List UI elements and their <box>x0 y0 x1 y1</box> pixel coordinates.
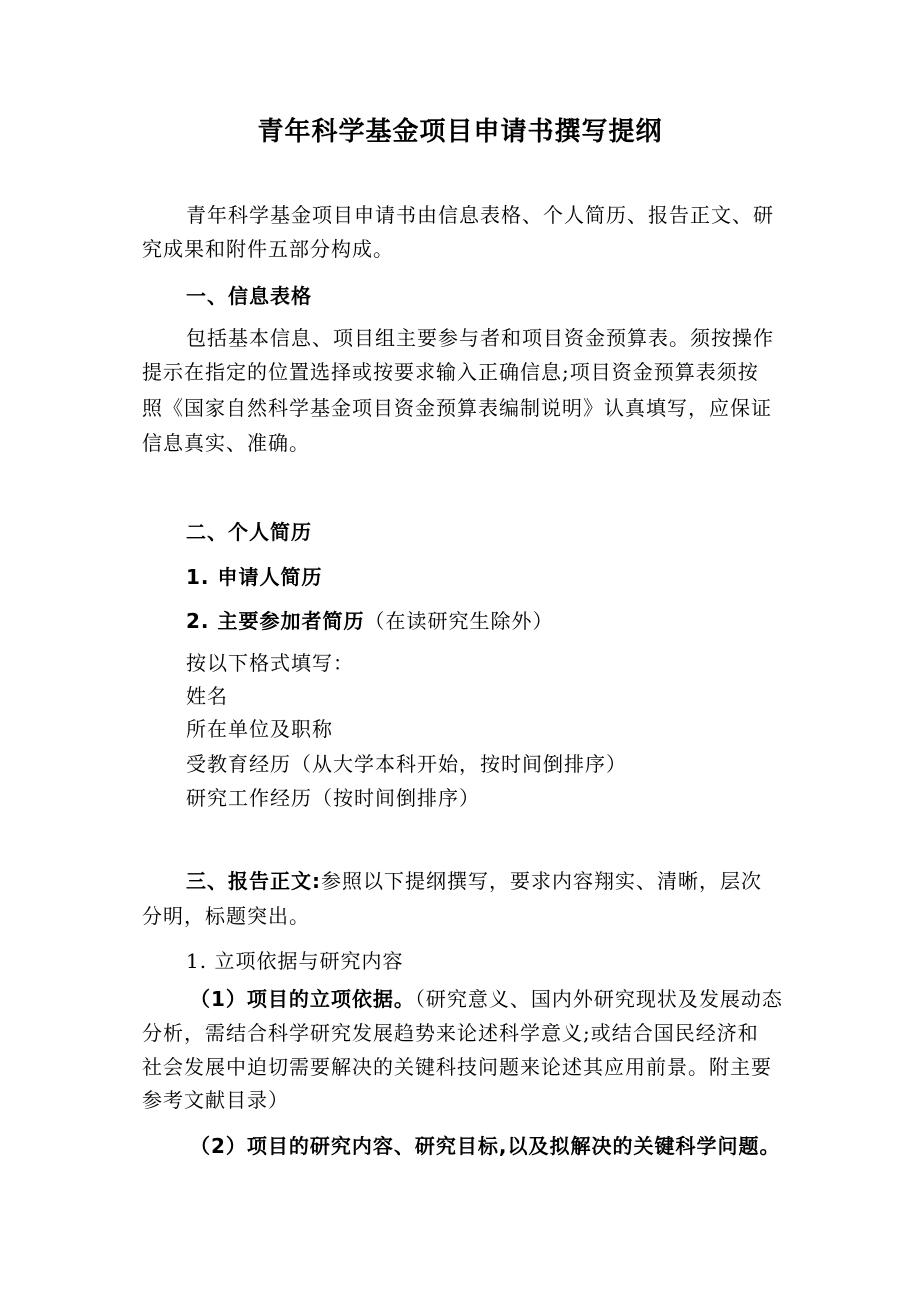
resume-item-participants-label: 2. 主要参加者简历 <box>186 609 365 633</box>
paragraph-line: 包括基本信息、项目组主要参与者和项目资金预算表。须按操作 <box>186 326 774 350</box>
subsection-heading: 1. 立项依据与研究内容 <box>186 949 404 973</box>
report-heading-label: 三、报告正文: <box>186 869 321 893</box>
intro-line: 究成果和附件五部分构成。 <box>142 237 394 261</box>
paragraph-line: 分析，需结合科学研究发展趋势来论述科学意义;或结合国民经济和 <box>142 1021 759 1045</box>
page-title: 青年科学基金项目申请书撰写提纲 <box>257 117 663 147</box>
format-item: 研究工作经历（按时间倒排序） <box>186 786 480 810</box>
format-intro: 按以下格式填写： <box>186 651 354 675</box>
paragraph-line: 照《国家自然科学基金项目资金预算表编制说明》认真填写，应保证 <box>142 396 772 420</box>
paragraph-line: 参考文献目录） <box>142 1088 289 1112</box>
point-1-label: （1）项目的立项依据。 <box>190 987 415 1011</box>
format-item: 所在单位及职称 <box>186 717 333 741</box>
section-heading-info-table: 一、信息表格 <box>186 284 312 308</box>
paragraph-line: 分明，标题突出。 <box>142 904 310 928</box>
paragraph-line: 提示在指定的位置选择或按要求输入正确信息;项目资金预算表须按 <box>142 360 759 384</box>
point-1-rest: （研究意义、国内外研究现状及发展动态 <box>414 987 783 1011</box>
format-item: 姓名 <box>186 684 228 708</box>
report-heading-rest: 参照以下提纲撰写，要求内容翔实、清晰，层次 <box>321 869 762 893</box>
section-heading-report <box>0 866 920 896</box>
format-item: 受教育经历（从大学本科开始，按时间倒排序） <box>186 752 627 776</box>
resume-item-participants-note: （在读研究生除外） <box>364 609 554 633</box>
point-1 <box>0 984 920 1014</box>
paragraph-line: 信息真实、准确。 <box>142 431 310 455</box>
resume-item-participants <box>0 606 920 636</box>
section-heading-resume: 二、个人简历 <box>186 520 312 544</box>
paragraph-line: 社会发展中迫切需要解决的关键科技问题来论述其应用前景。附主要 <box>142 1055 772 1079</box>
point-2: （2）项目的研究内容、研究目标,以及拟解决的关键科学问题。 <box>190 1134 781 1158</box>
resume-item-applicant: 1. 申请人简历 <box>186 565 323 589</box>
intro-line: 青年科学基金项目申请书由信息表格、个人简历、报告正文、研 <box>186 203 774 227</box>
